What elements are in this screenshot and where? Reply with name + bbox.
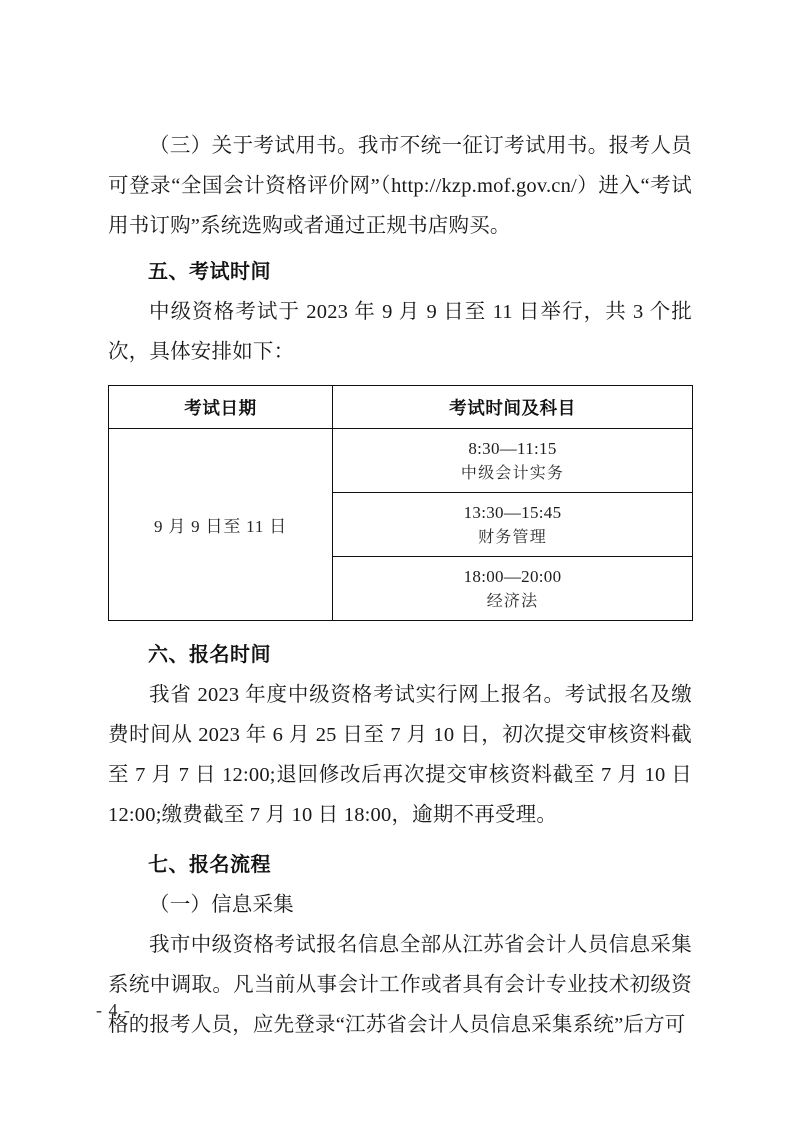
cell-exam-slot-3	[333, 557, 693, 621]
cell-exam-slot-2	[333, 493, 693, 557]
slot-subject-3: 经济法	[486, 592, 539, 610]
heading-signup-process: 七、报名流程	[148, 854, 271, 876]
subheading-info-collection: （一）信息采集	[149, 894, 294, 916]
paragraph-info-collection: 我市中级资格考试报名信息全部从江苏省会计人员信息采集系统中调取。凡当前从事会计工作或者具有会计专业技术初级资格的报考人员，应先登录“江苏省会计人员信息采集系统”后方可	[108, 934, 692, 1036]
table-row	[109, 429, 693, 493]
cell-exam-slot-1	[333, 429, 693, 493]
paragraph-exam-time: 中级资格考试于 2023 年 9 月 9 日至 11 日举行，共 3 个批次，具体安排如下：	[108, 301, 692, 363]
slot-time-2: 13:30—15:45	[463, 502, 562, 522]
slot-time-1: 8:30—11:15	[468, 438, 557, 458]
column-header-exam-time-subject: 考试时间及科目	[333, 386, 693, 429]
document-body	[108, 126, 692, 1045]
slot-subject-2: 财务管理	[478, 528, 547, 546]
exam-schedule-table	[108, 385, 693, 621]
table-header-row	[109, 386, 693, 429]
column-header-exam-date: 考试日期	[109, 386, 333, 429]
cell-exam-date-range: 9 月 9 日至 11 日	[109, 429, 333, 621]
paragraph-exam-books: （三）关于考试用书。我市不统一征订考试用书。报考人员可登录“全国会计资格评价网”（http://kzp.mof.gov.cn/）进入“考试用书订购”系统选购或者通过正规书店购买。	[108, 135, 692, 237]
heading-exam-time: 五、考试时间	[148, 261, 271, 283]
slot-time-3: 18:00—20:00	[463, 566, 562, 586]
heading-signup-time: 六、报名时间	[148, 644, 271, 666]
paragraph-signup-time: 我省 2023 年度中级资格考试实行网上报名。考试报名及缴费时间从 2023 年 6 月 25 日至 7 月 10 日，初次提交审核资料截至 7 月 7 日 12:00;退回修改后再次提交审核资料截至 7 月 10 日 12:00;缴费截至 7 月 10 日 18:00，逾期不再受理。	[108, 684, 692, 826]
page-number: - 4 -	[96, 1000, 131, 1020]
spacer	[108, 835, 692, 845]
exam-schedule-table-wrapper	[108, 385, 692, 621]
slot-subject-1: 中级会计实务	[460, 464, 565, 482]
